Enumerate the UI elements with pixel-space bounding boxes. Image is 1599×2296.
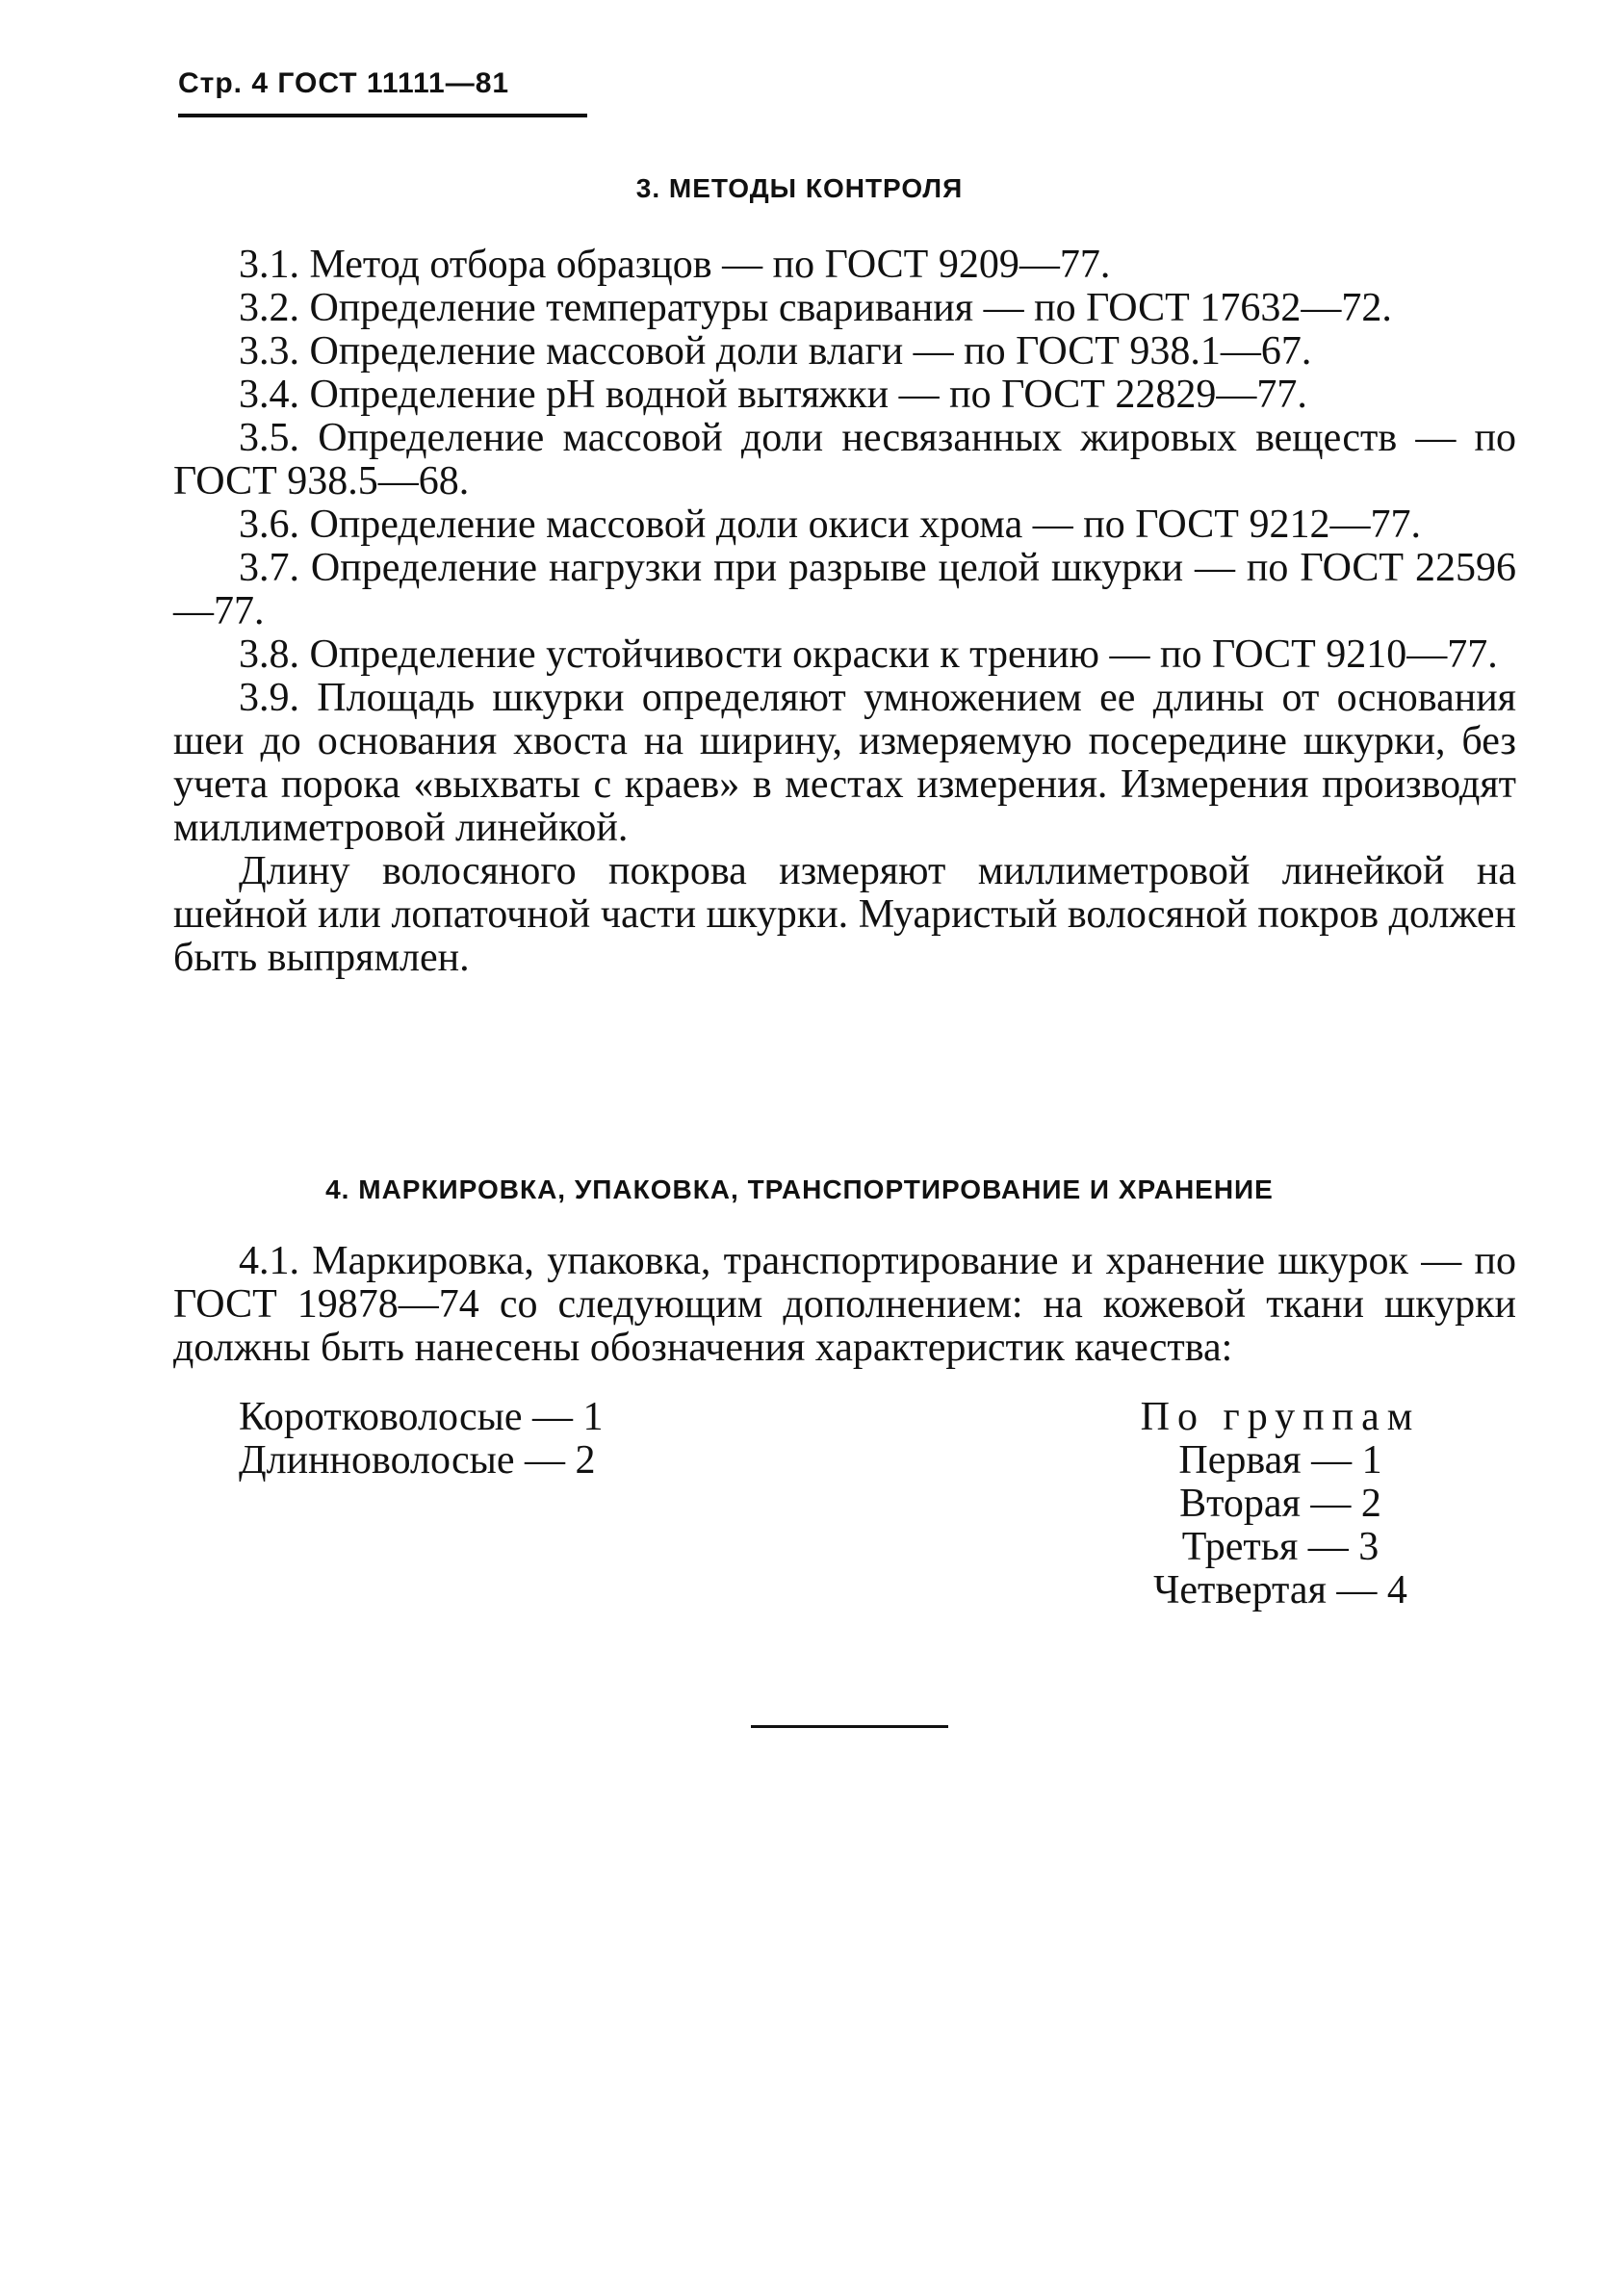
item-4-1: 4.1. Маркировка, упаковка, транспортирование и хранение шкурок — по ГОСТ 19878—74 со следующим дополнением: на кожевой ткани шкурки должны быть нанесены обозначения характеристик качества: — [173, 1239, 1516, 1370]
group-fourth: Четвертая — 4 — [1153, 1568, 1407, 1612]
groups-heading: По группам — [1140, 1395, 1421, 1439]
item-3-2: 3.2. Определение температуры сваривания — по ГОСТ 17632—72. — [239, 286, 1392, 330]
item-3-5: 3.5. Определение массовой доли несвязанных жировых веществ — по ГОСТ 938.5—68. — [173, 416, 1516, 503]
group-second: Вторая — 2 — [1179, 1482, 1381, 1526]
item-3-7: 3.7. Определение нагрузки при разрыве целой шкурки — по ГОСТ 22596—77. — [173, 546, 1516, 633]
item-3-1: 3.1. Метод отбора образцов — по ГОСТ 9209—77. — [239, 243, 1111, 287]
section-3-title: 3. МЕТОДЫ КОНТРОЛЯ — [635, 173, 964, 203]
group-third: Третья — 3 — [1181, 1525, 1380, 1569]
section-4-title: 4. МАРКИРОВКА, УПАКОВКА, ТРАНСПОРТИРОВАНИЕ И ХРАНЕНИЕ — [325, 1174, 1274, 1204]
header-rule — [178, 114, 587, 117]
item-3-3: 3.3. Определение массовой доли влаги — по ГОСТ 938.1—67. — [239, 329, 1312, 374]
wool-type-long: Длинноволосые — 2 — [239, 1438, 596, 1483]
item-3-4: 3.4. Определение рН водной вытяжки — по ГОСТ 22829—77. — [239, 373, 1307, 417]
wool-type-short: Коротковолосые — 1 — [239, 1395, 604, 1439]
wool-type-list — [239, 1396, 604, 1483]
item-3-9: 3.9. Площадь шкурки определяют умножением ее длины от основания шеи до основания хвоста на ширину, измеряемую посередине шкурки, без учета порока «выхваты с краев» в местах измерения. Измерения производят миллиметровой линейкой. — [173, 676, 1516, 850]
item-3-9-continued: Длину волосяного покрова измеряют миллиметровой линейкой на шейной или лопаточной части шкурки. Муаристый волосяной покров должен быть выпрямлен. — [173, 849, 1516, 980]
section-4-body — [173, 1240, 1516, 1370]
item-3-8: 3.8. Определение устойчивости окраски к трению — по ГОСТ 9210—77. — [239, 632, 1498, 677]
page-header: Стр. 4 ГОСТ 11111—81 — [178, 67, 510, 99]
section-3-body — [173, 244, 1516, 980]
group-list — [1117, 1396, 1444, 1612]
item-3-6: 3.6. Определение массовой доли окиси хрома — по ГОСТ 9212—77. — [239, 503, 1421, 547]
group-first: Первая — 1 — [1178, 1438, 1382, 1483]
end-rule — [751, 1725, 948, 1728]
